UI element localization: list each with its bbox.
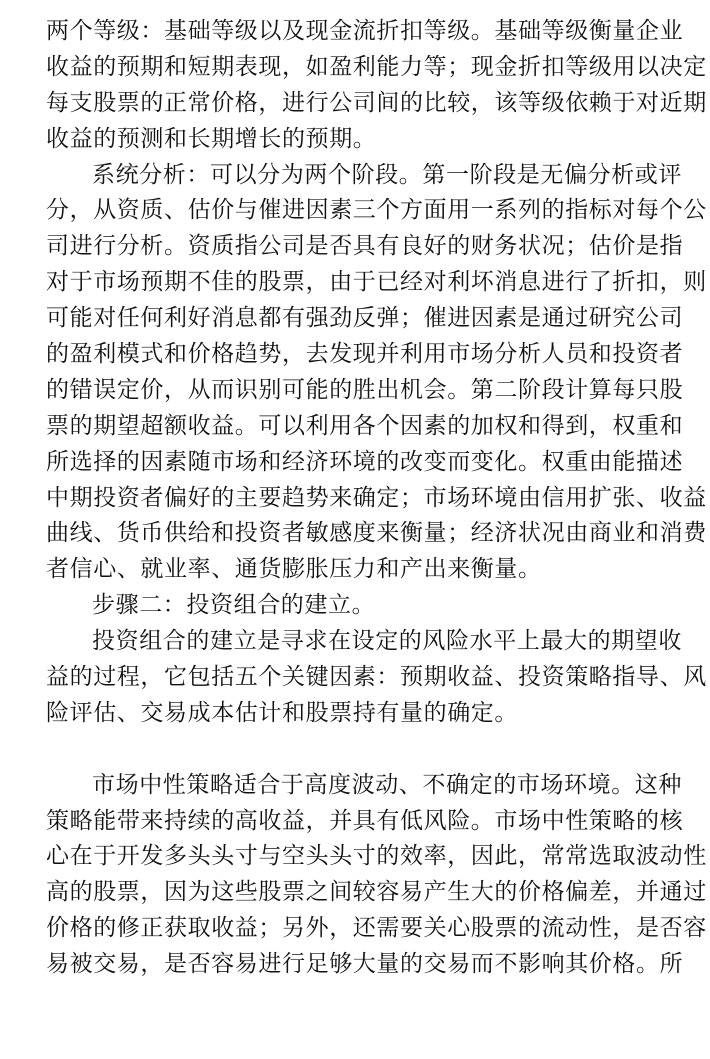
step-heading: 步骤二：投资组合的建立。 <box>92 592 376 619</box>
text-line: 每支股票的正常价格，进行公司间的比较，该等级依赖于对近期 <box>46 89 707 116</box>
text-line: 价格的修正获取收益；另外，还需要关心股票的流动性，是否容 <box>46 915 707 942</box>
text-line: 分，从资质、估价与催进因素三个方面用一系列的指标对每个公 <box>46 197 707 224</box>
text-line: 票的期望超额收益。可以利用各个因素的加权和得到，权重和 <box>46 412 684 439</box>
paragraph-gap <box>46 732 682 768</box>
text-line: 者信心、就业率、通货膨胀压力和产出来衡量。 <box>46 556 542 583</box>
text-line: 险评估、交易成本估计和股票持有量的确定。 <box>46 699 518 726</box>
text-line: 司进行分析。资质指公司是否具有良好的财务状况；估价是指 <box>46 233 684 260</box>
paragraph-first-line: 市场中性策略适合于高度波动、不确定的市场环境。这种 <box>92 771 682 798</box>
text-line: 对于市场预期不佳的股票，由于已经对利坏消息进行了折扣，则 <box>46 269 707 296</box>
text-line: 可能对任何利好消息都有强劲反弹；催进因素是通过研究公司 <box>46 305 684 332</box>
text-line: 两个等级：基础等级以及现金流折扣等级。基础等级衡量企业 <box>46 18 684 44</box>
text-line: 收益的预期和短期表现，如盈利能力等；现金折扣等级用以决定 <box>46 53 707 80</box>
text-line: 曲线、货币供给和投资者敏感度来衡量；经济状况由商业和消费 <box>46 520 707 547</box>
text-line: 的错误定价，从而识别可能的胜出机会。第二阶段计算每只股 <box>46 376 684 403</box>
text-line: 易被交易，是否容易进行足够大量的交易而不影响其价格。所 <box>46 951 684 978</box>
text-line: 收益的预测和长期增长的预期。 <box>46 125 377 152</box>
document-page <box>46 14 707 983</box>
text-line: 益的过程，它包括五个关键因素：预期收益、投资策略指导、风 <box>46 664 707 691</box>
text-line: 策略能带来持续的高收益，并具有低风险。市场中性策略的核 <box>46 807 684 834</box>
text-line: 心在于开发多头头寸与空头头寸的效率，因此，常常选取波动性 <box>46 843 707 870</box>
text-line: 的盈利模式和价格趋势，去发现并利用市场分析人员和投资者 <box>46 341 684 368</box>
text-line: 高的股票，因为这些股票之间较容易产生大的价格偏差，并通过 <box>46 879 707 906</box>
text-line: 所选择的因素随市场和经济环境的改变而变化。权重由能描述 <box>46 448 684 475</box>
paragraph-first-line: 投资组合的建立是寻求在设定的风险水平上最大的期望收 <box>92 628 682 655</box>
paragraph-first-line: 系统分析：可以分为两个阶段。第一阶段是无偏分析或评 <box>92 161 682 188</box>
text-line: 中期投资者偏好的主要趋势来确定；市场环境由信用扩张、收益 <box>46 484 707 511</box>
